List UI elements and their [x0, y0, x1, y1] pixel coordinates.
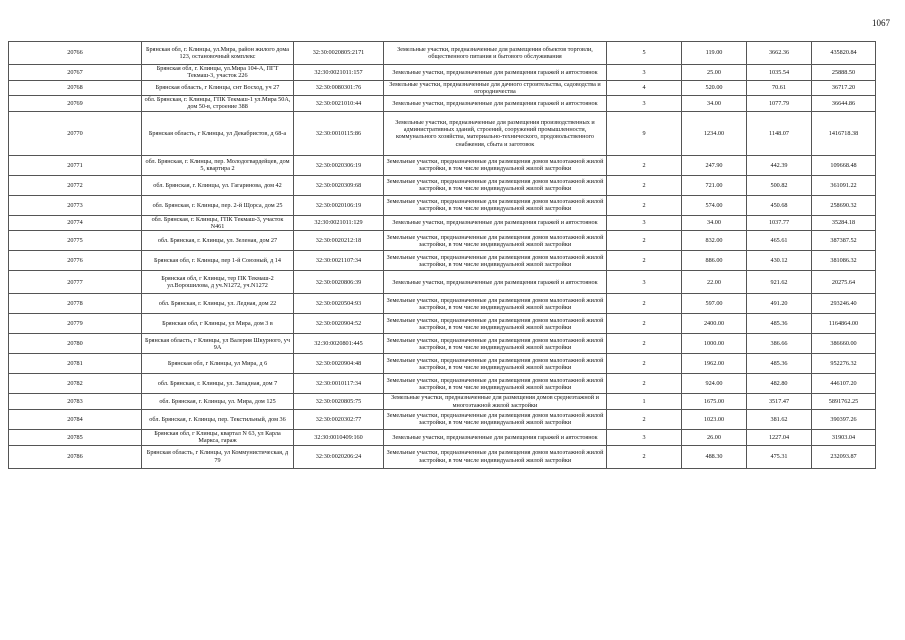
area-cell: 1962.00: [682, 354, 747, 374]
use-group-cell: 3: [607, 65, 682, 81]
use-group-cell: 2: [607, 445, 682, 468]
registry-number-cell: 20770: [9, 111, 142, 155]
table-row: [9, 314, 876, 334]
use-group-cell: 2: [607, 354, 682, 374]
area-cell: 1234.00: [682, 111, 747, 155]
registry-number-cell: 20771: [9, 155, 142, 175]
area-cell: 34.00: [682, 96, 747, 112]
land-use-cell: Земельные участки, предназначенные для размещения домов малоэтажной жилой застройки, в том числе индивидуальной жилой застройки: [384, 294, 607, 314]
specific-value-cell: 381.62: [747, 409, 812, 429]
land-use-cell: Земельные участки, предназначенные для размещения гаражей и автостоянок: [384, 271, 607, 294]
cadastral-number-cell: 32:30:0021107:34: [294, 251, 384, 271]
registry-number-cell: 20767: [9, 65, 142, 81]
land-use-cell: Земельные участки, предназначенные для размещения домов малоэтажной жилой застройки, в том числе индивидуальной жилой застройки: [384, 374, 607, 394]
specific-value-cell: 3517.47: [747, 394, 812, 410]
land-use-cell: Земельные участки, предназначенные для размещения гаражей и автостоянок: [384, 96, 607, 112]
area-cell: 488.30: [682, 445, 747, 468]
area-cell: 119.00: [682, 42, 747, 65]
cadastral-number-cell: 32:30:0021011:129: [294, 215, 384, 231]
use-group-cell: 4: [607, 80, 682, 96]
use-group-cell: 3: [607, 96, 682, 112]
specific-value-cell: 1035.54: [747, 65, 812, 81]
specific-value-cell: 485.36: [747, 314, 812, 334]
table-row: [9, 445, 876, 468]
land-use-cell: Земельные участки, предназначенные для размещения домов малоэтажной жилой застройки, в том числе индивидуальной жилой застройки: [384, 409, 607, 429]
area-cell: 26.00: [682, 429, 747, 445]
cadastral-value-cell: 952276.32: [812, 354, 876, 374]
table-row: [9, 334, 876, 354]
registry-number-cell: 20777: [9, 271, 142, 294]
table-body: [9, 42, 876, 469]
address-cell: Брянская обл, г Клинцы, ул Мира, дом 3 в: [142, 314, 294, 334]
area-cell: 721.00: [682, 175, 747, 195]
registry-number-cell: 20785: [9, 429, 142, 445]
land-use-cell: Земельные участки, предназначенные для размещения производственных и административных зданий, строений, сооружений промышленности, коммунального хозяйства, материально-технического, продовольственного снабжения, сбыта и заготовок: [384, 111, 607, 155]
registry-number-cell: 20776: [9, 251, 142, 271]
land-use-cell: Земельные участки, предназначенные для размещения объектов торговли, общественного питания и бытового обслуживания: [384, 42, 607, 65]
use-group-cell: 3: [607, 429, 682, 445]
registry-number-cell: 20780: [9, 334, 142, 354]
specific-value-cell: 491.20: [747, 294, 812, 314]
land-use-cell: Земельные участки, предназначенные для размещения домов малоэтажной жилой застройки, в том числе индивидуальной жилой застройки: [384, 354, 607, 374]
cadastral-value-cell: 109668.48: [812, 155, 876, 175]
cadastral-number-cell: 32:30:0020106:19: [294, 195, 384, 215]
cadastral-value-cell: 361091.22: [812, 175, 876, 195]
cadastral-value-cell: 293246.40: [812, 294, 876, 314]
address-cell: Брянская область, г Клинцы, ул Валерия Шкурного, уч 9А: [142, 334, 294, 354]
specific-value-cell: 430.12: [747, 251, 812, 271]
area-cell: 1000.00: [682, 334, 747, 354]
use-group-cell: 2: [607, 231, 682, 251]
specific-value-cell: 1227.04: [747, 429, 812, 445]
table-row: [9, 175, 876, 195]
registry-number-cell: 20772: [9, 175, 142, 195]
area-cell: 22.00: [682, 271, 747, 294]
area-cell: 520.00: [682, 80, 747, 96]
address-cell: Брянская обл, г. Клинцы, ул.Мира, район жилого дома 123, остановочный комплекс: [142, 42, 294, 65]
land-use-cell: Земельные участки, предназначенные для размещения домов малоэтажной жилой застройки, в том числе индивидуальной жилой застройки: [384, 155, 607, 175]
registry-number-cell: 20775: [9, 231, 142, 251]
land-use-cell: Земельные участки, предназначенные для размещения домов малоэтажной жилой застройки, в том числе индивидуальной жилой застройки: [384, 445, 607, 468]
table-row: [9, 294, 876, 314]
cadastral-value-cell: 35284.18: [812, 215, 876, 231]
land-use-cell: Земельные участки, предназначенные для размещения домов малоэтажной жилой застройки, в том числе индивидуальной жилой застройки: [384, 231, 607, 251]
cadastral-value-cell: 387387.52: [812, 231, 876, 251]
cadastral-value-cell: 381086.32: [812, 251, 876, 271]
area-cell: 574.00: [682, 195, 747, 215]
use-group-cell: 2: [607, 409, 682, 429]
address-cell: обл. Брянская, г. Клинцы, пер. Молодогвардейцев, дом 5, квартира 2: [142, 155, 294, 175]
area-cell: 832.00: [682, 231, 747, 251]
use-group-cell: 2: [607, 374, 682, 394]
cadastral-value-cell: 390397.26: [812, 409, 876, 429]
use-group-cell: 2: [607, 294, 682, 314]
use-group-cell: 2: [607, 195, 682, 215]
address-cell: Брянская область, г Клинцы, снт Восход, уч 27: [142, 80, 294, 96]
table-row: [9, 96, 876, 112]
registry-number-cell: 20766: [9, 42, 142, 65]
land-use-cell: Земельные участки, предназначенные для размещения домов среднеэтажной и многоэтажной жилой застройки: [384, 394, 607, 410]
cadastral-value-cell: 20275.64: [812, 271, 876, 294]
specific-value-cell: 450.68: [747, 195, 812, 215]
cadastral-value-cell: 232093.87: [812, 445, 876, 468]
table-row: [9, 394, 876, 410]
address-cell: обл. Брянская, г. Клинцы, ул. Ледная, дом 22: [142, 294, 294, 314]
specific-value-cell: 3662.36: [747, 42, 812, 65]
area-cell: 1023.00: [682, 409, 747, 429]
registry-number-cell: 20786: [9, 445, 142, 468]
table-row: [9, 374, 876, 394]
cadastral-number-cell: 32:30:0020309:68: [294, 175, 384, 195]
table-row: [9, 215, 876, 231]
land-use-cell: Земельные участки, предназначенные для размещения домов малоэтажной жилой застройки, в том числе индивидуальной жилой застройки: [384, 195, 607, 215]
cadastral-number-cell: 32:30:0020904:48: [294, 354, 384, 374]
area-cell: 2400.00: [682, 314, 747, 334]
table-row: [9, 155, 876, 175]
area-cell: 247.90: [682, 155, 747, 175]
cadastral-number-cell: 32:30:0020801:445: [294, 334, 384, 354]
table-row: [9, 111, 876, 155]
table-row: [9, 80, 876, 96]
specific-value-cell: 500.82: [747, 175, 812, 195]
land-registry-table: [8, 41, 876, 469]
use-group-cell: 5: [607, 42, 682, 65]
use-group-cell: 2: [607, 175, 682, 195]
registry-number-cell: 20784: [9, 409, 142, 429]
address-cell: обл. Брянская, г. Клинцы, ГПК Текмаш-3, участок N461: [142, 215, 294, 231]
specific-value-cell: 921.62: [747, 271, 812, 294]
cadastral-number-cell: 32:30:0020805:75: [294, 394, 384, 410]
address-cell: Брянская обл, г Клинцы, квартал N 63, ул Карла Маркса, гараж: [142, 429, 294, 445]
cadastral-value-cell: 36717.20: [812, 80, 876, 96]
cadastral-number-cell: 32:30:0021011:157: [294, 65, 384, 81]
registry-number-cell: 20773: [9, 195, 142, 215]
cadastral-number-cell: 32:30:0020504:93: [294, 294, 384, 314]
land-use-cell: Земельные участки, предназначенные для размещения домов малоэтажной жилой застройки, в том числе индивидуальной жилой застройки: [384, 175, 607, 195]
specific-value-cell: 475.31: [747, 445, 812, 468]
cadastral-number-cell: 32:30:0020302:77: [294, 409, 384, 429]
address-cell: обл. Брянская, г. Клинцы, ул. Мира, дом 125: [142, 394, 294, 410]
land-use-cell: Земельные участки, предназначенные для размещения домов малоэтажной жилой застройки, в том числе индивидуальной жилой застройки: [384, 334, 607, 354]
registry-number-cell: 20778: [9, 294, 142, 314]
use-group-cell: 3: [607, 271, 682, 294]
specific-value-cell: 386.66: [747, 334, 812, 354]
land-use-cell: Земельные участки, предназначенные для размещения домов малоэтажной жилой застройки, в том числе индивидуальной жилой застройки: [384, 314, 607, 334]
table-row: [9, 271, 876, 294]
use-group-cell: 3: [607, 215, 682, 231]
address-cell: обл. Брянская, г. Клинцы, ГПК Текмаш-1 ул.Мира 50А, дом 50-в, строение 388: [142, 96, 294, 112]
specific-value-cell: 1077.79: [747, 96, 812, 112]
address-cell: Брянская обл, г Клинцы, ул Мира, д 6: [142, 354, 294, 374]
registry-number-cell: 20768: [9, 80, 142, 96]
registry-number-cell: 20782: [9, 374, 142, 394]
specific-value-cell: 465.61: [747, 231, 812, 251]
cadastral-number-cell: 32:30:0021010:44: [294, 96, 384, 112]
cadastral-value-cell: 258690.32: [812, 195, 876, 215]
land-use-cell: Земельные участки, предназначенные для размещения домов малоэтажной жилой застройки, в том числе индивидуальной жилой застройки: [384, 251, 607, 271]
area-cell: 886.00: [682, 251, 747, 271]
cadastral-number-cell: 32:30:0020806:39: [294, 271, 384, 294]
registry-number-cell: 20783: [9, 394, 142, 410]
registry-number-cell: 20781: [9, 354, 142, 374]
specific-value-cell: 70.61: [747, 80, 812, 96]
table-row: [9, 42, 876, 65]
cadastral-value-cell: 435820.84: [812, 42, 876, 65]
page-number: 1067: [872, 18, 890, 28]
address-cell: обл. Брянская, г. Клинцы, ул. Гагаринова, дом 42: [142, 175, 294, 195]
use-group-cell: 2: [607, 314, 682, 334]
specific-value-cell: 482.80: [747, 374, 812, 394]
cadastral-value-cell: 1416718.38: [812, 111, 876, 155]
table-row: [9, 409, 876, 429]
cadastral-number-cell: 32:30:0020306:19: [294, 155, 384, 175]
cadastral-number-cell: 32:30:0010117:34: [294, 374, 384, 394]
address-cell: Брянская область, г Клинцы, ул Коммунистическая, д 79: [142, 445, 294, 468]
table-row: [9, 231, 876, 251]
land-use-cell: Земельные участки, предназначенные для дачного строительства, садоводства и огородничества: [384, 80, 607, 96]
address-cell: обл. Брянская, г. Клинцы, ул. Зеленая, дом 27: [142, 231, 294, 251]
table-row: [9, 429, 876, 445]
cadastral-value-cell: 1164864.00: [812, 314, 876, 334]
address-cell: Брянская обл, г. Клинцы, пер 1-й Союзный, д 14: [142, 251, 294, 271]
specific-value-cell: 442.39: [747, 155, 812, 175]
cadastral-number-cell: 32:30:0080301:76: [294, 80, 384, 96]
area-cell: 924.00: [682, 374, 747, 394]
cadastral-number-cell: 32:30:0020212:18: [294, 231, 384, 251]
cadastral-number-cell: 32:30:0020904:52: [294, 314, 384, 334]
land-use-cell: Земельные участки, предназначенные для размещения гаражей и автостоянок: [384, 65, 607, 81]
cadastral-value-cell: 5891762.25: [812, 394, 876, 410]
land-use-cell: Земельные участки, предназначенные для размещения гаражей и автостоянок: [384, 429, 607, 445]
cadastral-value-cell: 446107.20: [812, 374, 876, 394]
cadastral-number-cell: 32:30:0010115:86: [294, 111, 384, 155]
registry-number-cell: 20774: [9, 215, 142, 231]
registry-number-cell: 20779: [9, 314, 142, 334]
registry-number-cell: 20769: [9, 96, 142, 112]
table-row: [9, 65, 876, 81]
address-cell: обл. Брянская, г. Клинцы, пер. Текстильный, дом 36: [142, 409, 294, 429]
area-cell: 25.00: [682, 65, 747, 81]
table-row: [9, 354, 876, 374]
table-row: [9, 251, 876, 271]
use-group-cell: 9: [607, 111, 682, 155]
table-row: [9, 195, 876, 215]
use-group-cell: 2: [607, 155, 682, 175]
cadastral-value-cell: 36644.86: [812, 96, 876, 112]
cadastral-number-cell: 32:30:0020805:2171: [294, 42, 384, 65]
area-cell: 1675.00: [682, 394, 747, 410]
land-use-cell: Земельные участки, предназначенные для размещения гаражей и автостоянок: [384, 215, 607, 231]
cadastral-value-cell: 31903.04: [812, 429, 876, 445]
area-cell: 34.00: [682, 215, 747, 231]
use-group-cell: 1: [607, 394, 682, 410]
use-group-cell: 2: [607, 334, 682, 354]
address-cell: Брянская область, г Клинцы, ул Декабристов, д 68-а: [142, 111, 294, 155]
address-cell: обл. Брянская, г. Клинцы, пер. 2-й Щорса, дом 25: [142, 195, 294, 215]
cadastral-number-cell: 32:30:0010409:160: [294, 429, 384, 445]
address-cell: обл. Брянская, г. Клинцы, ул. Западная, дом 7: [142, 374, 294, 394]
cadastral-value-cell: 25888.50: [812, 65, 876, 81]
cadastral-number-cell: 32:30:0020206:24: [294, 445, 384, 468]
specific-value-cell: 485.36: [747, 354, 812, 374]
address-cell: Брянская обл, г. Клинцы, ул.Мира 104-А, ПГТ Текмаш-3, участок 226: [142, 65, 294, 81]
specific-value-cell: 1148.07: [747, 111, 812, 155]
address-cell: Брянская обл, г Клинцы, тер ПК Текмаш-2 ул.Ворошилова, д уч.N1272, уч.N1272: [142, 271, 294, 294]
use-group-cell: 2: [607, 251, 682, 271]
cadastral-value-cell: 386660.00: [812, 334, 876, 354]
area-cell: 597.00: [682, 294, 747, 314]
specific-value-cell: 1037.77: [747, 215, 812, 231]
